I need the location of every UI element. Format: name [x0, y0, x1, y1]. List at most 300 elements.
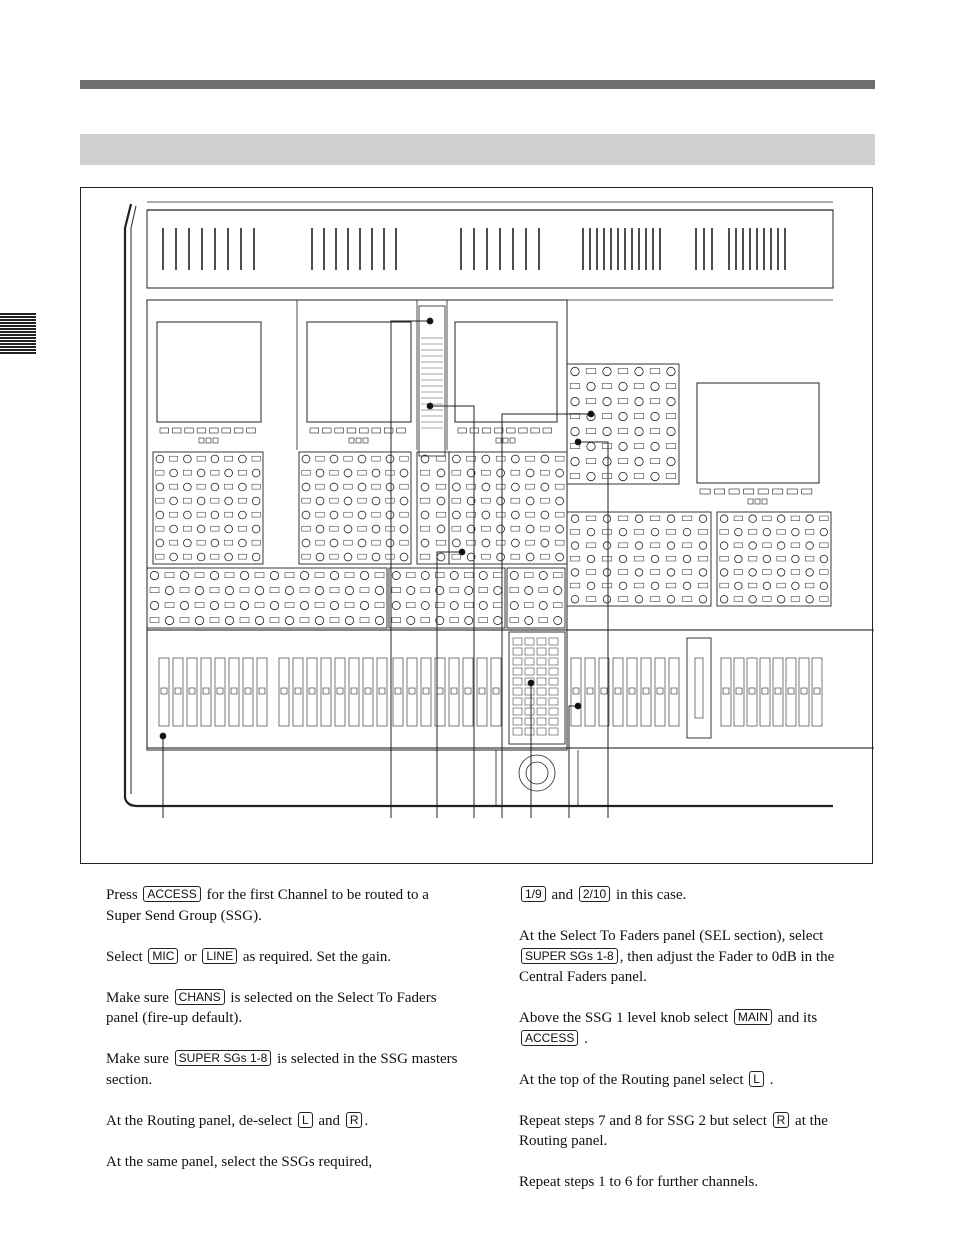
button [165, 573, 174, 578]
button [511, 498, 520, 503]
knob [302, 483, 310, 491]
button [602, 444, 612, 449]
button [358, 526, 366, 531]
knob [400, 497, 408, 505]
button [820, 570, 829, 575]
fader-strip [257, 658, 267, 726]
button [586, 597, 596, 602]
knob [635, 367, 643, 375]
knob [777, 542, 785, 550]
button [698, 583, 708, 588]
knob [699, 542, 707, 550]
knob [239, 455, 247, 463]
knob [170, 497, 178, 505]
knob [806, 569, 814, 577]
meter-strip [419, 306, 445, 456]
button [763, 543, 772, 548]
knob [792, 582, 800, 590]
knob [252, 553, 260, 561]
knob [667, 542, 675, 550]
knob [749, 515, 757, 523]
lower-knob-row-3 [507, 568, 565, 628]
step-11: Repeat steps 1 to 6 for further channels. [519, 1174, 759, 1190]
button [540, 554, 549, 559]
knob [806, 515, 814, 523]
fader-strip [449, 658, 459, 726]
button [358, 498, 366, 503]
button [650, 597, 660, 602]
button [586, 399, 596, 404]
fader-cap [657, 688, 663, 694]
knob [571, 596, 579, 604]
button [734, 570, 743, 575]
button [211, 526, 219, 531]
button [180, 618, 189, 623]
knob [571, 515, 579, 523]
button [682, 597, 692, 602]
screen-button [503, 438, 508, 443]
knob [619, 412, 627, 420]
keypad-key [549, 708, 558, 715]
knob [465, 616, 473, 624]
callout-dot [588, 411, 594, 417]
screen-button [507, 428, 515, 433]
button [805, 556, 814, 561]
button [225, 540, 233, 545]
knob [482, 539, 490, 547]
knob [372, 525, 380, 533]
button [511, 526, 520, 531]
fader-cap [189, 688, 195, 694]
button [650, 459, 660, 464]
fader-cap [217, 688, 223, 694]
knob [635, 427, 643, 435]
knob [525, 616, 533, 624]
knob [437, 497, 445, 505]
button [586, 369, 596, 374]
knob [777, 596, 785, 604]
fader-cap [231, 688, 237, 694]
fader-strip [173, 658, 183, 726]
knob [806, 542, 814, 550]
knob [180, 571, 188, 579]
knob [587, 442, 595, 450]
button [820, 516, 829, 521]
knob [603, 457, 611, 465]
fader-strip [477, 658, 487, 726]
fader-cap [573, 688, 579, 694]
knob [603, 542, 611, 550]
knob [252, 497, 260, 505]
button [734, 543, 743, 548]
knob [407, 586, 415, 594]
knob [156, 511, 164, 519]
knob [421, 511, 429, 519]
button [481, 470, 490, 475]
knob [511, 511, 519, 519]
knob [156, 455, 164, 463]
screen-button [222, 428, 231, 433]
fader-strip [799, 658, 809, 726]
button [526, 512, 535, 517]
screen-button [322, 428, 331, 433]
screen-button [172, 428, 181, 433]
fader-cap [493, 688, 499, 694]
button [555, 540, 564, 545]
knob [360, 571, 368, 579]
fader-strip [335, 658, 345, 726]
knob [330, 511, 338, 519]
button [452, 554, 461, 559]
button [650, 516, 660, 521]
screen-button [543, 428, 552, 433]
knob [699, 596, 707, 604]
knob [720, 515, 728, 523]
fader-strip [377, 658, 387, 726]
button [255, 573, 264, 578]
keypad-key [549, 698, 558, 705]
keypad-key [537, 718, 546, 725]
keypad-key [549, 668, 558, 675]
button [375, 603, 384, 608]
knob [450, 571, 458, 579]
knob [619, 382, 627, 390]
knob [497, 469, 505, 477]
button [666, 583, 676, 588]
button [570, 583, 580, 588]
keypad-key [513, 698, 522, 705]
button [300, 588, 309, 593]
button [682, 570, 692, 575]
button [170, 540, 178, 545]
button [539, 588, 548, 593]
console-illustration [81, 188, 874, 865]
fader-bay [147, 630, 874, 748]
fader-strip [641, 658, 651, 726]
super-sgs-key: SUPER SGs 1-8 [175, 1050, 272, 1066]
button [634, 556, 644, 561]
knob [210, 571, 218, 579]
button [197, 540, 205, 545]
step-8: Above the SSG 1 level knob select MAIN and its ACCESS . [519, 1010, 818, 1047]
knob [494, 616, 502, 624]
fader-cap [309, 688, 315, 694]
knob [386, 511, 394, 519]
step-2: Select MIC or LINE as required. Set the gain. [106, 948, 392, 965]
knob [556, 525, 564, 533]
fader-cap [801, 688, 807, 694]
knob [511, 539, 519, 547]
button [400, 540, 408, 545]
knob [184, 511, 192, 519]
fader-cap [723, 688, 729, 694]
button [156, 498, 164, 503]
l-key: L [749, 1071, 764, 1087]
knob [302, 455, 310, 463]
knob [437, 553, 445, 561]
button [225, 512, 233, 517]
knob [571, 542, 579, 550]
button [586, 516, 596, 521]
fader-cap [161, 688, 167, 694]
screen-button [199, 438, 204, 443]
button [496, 456, 505, 461]
fader-cap [762, 688, 768, 694]
knob [556, 469, 564, 477]
knob [806, 596, 814, 604]
button [763, 570, 772, 575]
button [238, 526, 246, 531]
fader-strip [463, 658, 473, 726]
knob [720, 569, 728, 577]
button [400, 484, 408, 489]
screen-button [519, 428, 528, 433]
knob [763, 555, 771, 563]
keypad-key [525, 668, 534, 675]
button [360, 588, 369, 593]
button [421, 618, 430, 623]
access-key: ACCESS [143, 886, 200, 902]
knob [510, 601, 518, 609]
knob [635, 397, 643, 405]
knob [619, 555, 627, 563]
button [540, 470, 549, 475]
knob [437, 525, 445, 533]
button [540, 498, 549, 503]
keypad-key [525, 718, 534, 725]
fader-strip [243, 658, 253, 726]
button [450, 618, 459, 623]
knob [330, 539, 338, 547]
knob [360, 601, 368, 609]
button [330, 588, 339, 593]
knob [541, 511, 549, 519]
screen-button [363, 438, 368, 443]
fader-strip [393, 658, 403, 726]
keypad-key [549, 688, 558, 695]
trackball [526, 762, 548, 784]
button [650, 429, 660, 434]
knob [170, 525, 178, 533]
button [240, 618, 249, 623]
button [183, 470, 191, 475]
button [406, 603, 415, 608]
keypad-key [537, 698, 546, 705]
button [634, 444, 644, 449]
knob [372, 553, 380, 561]
knob [651, 472, 659, 480]
button [666, 384, 676, 389]
knob [820, 528, 828, 536]
fader-strip [721, 658, 731, 726]
screen-button [458, 428, 467, 433]
button [666, 529, 676, 534]
knob [571, 367, 579, 375]
chapter-thumb-tab [0, 313, 36, 355]
knob [170, 553, 178, 561]
screen-button [213, 438, 218, 443]
knob [571, 457, 579, 465]
button [344, 456, 352, 461]
fader-cap [465, 688, 471, 694]
button [526, 456, 535, 461]
knob [494, 586, 502, 594]
knob [345, 586, 353, 594]
keypad-key [537, 668, 546, 675]
knob [180, 601, 188, 609]
knob [386, 455, 394, 463]
screen-button [335, 428, 344, 433]
knob [452, 455, 460, 463]
screen-button [787, 489, 797, 494]
button [777, 583, 786, 588]
knob [372, 497, 380, 505]
screen-button [482, 428, 491, 433]
callout-dot [575, 703, 581, 709]
channel-module-2 [299, 452, 411, 564]
button [183, 526, 191, 531]
l-key: L [298, 1112, 313, 1128]
knob [330, 571, 338, 579]
button [777, 556, 786, 561]
knob [497, 525, 505, 533]
screen-button [206, 438, 211, 443]
knob [156, 539, 164, 547]
super-sgs-key: SUPER SGs 1-8 [521, 948, 618, 964]
button [270, 588, 279, 593]
fader-strip [613, 658, 623, 726]
keypad-key [537, 648, 546, 655]
knob [344, 553, 352, 561]
button [602, 583, 612, 588]
keypad-key [525, 658, 534, 665]
knob [651, 528, 659, 536]
keypad-key [537, 678, 546, 685]
button [805, 583, 814, 588]
knob [667, 427, 675, 435]
lower-knob-row-1 [147, 568, 387, 628]
button [302, 526, 310, 531]
fader-strip [307, 658, 317, 726]
knob [603, 427, 611, 435]
chans-key: CHANS [175, 989, 225, 1005]
knob [225, 616, 233, 624]
fader-cap [337, 688, 343, 694]
button [698, 556, 708, 561]
knob [285, 616, 293, 624]
fader-cap [423, 688, 429, 694]
button [344, 484, 352, 489]
button [400, 456, 408, 461]
knob [344, 525, 352, 533]
screen-button [247, 428, 256, 433]
screen-button [185, 428, 194, 433]
screen-button [372, 428, 381, 433]
knob [667, 367, 675, 375]
screen-button [729, 489, 739, 494]
button [386, 526, 394, 531]
knob [735, 528, 743, 536]
button [386, 470, 394, 475]
fader-strip [585, 658, 595, 726]
button [820, 597, 829, 602]
callout-line [391, 321, 427, 806]
knob [667, 457, 675, 465]
screen-button [773, 489, 783, 494]
knob [330, 455, 338, 463]
button [748, 529, 757, 534]
knob [400, 525, 408, 533]
button [302, 470, 310, 475]
button [618, 516, 628, 521]
button [586, 570, 596, 575]
fader-strip [760, 658, 770, 726]
knob [651, 442, 659, 450]
knob [211, 539, 219, 547]
knob [211, 455, 219, 463]
knob [763, 528, 771, 536]
button [211, 554, 219, 559]
fader-strip [407, 658, 417, 726]
fader-cap [379, 688, 385, 694]
screen-button [197, 428, 206, 433]
knob [735, 582, 743, 590]
fader-cap [451, 688, 457, 694]
screen-button [160, 428, 169, 433]
screen-left [157, 322, 261, 422]
knob [667, 596, 675, 604]
keypad-key [513, 638, 522, 645]
knob [452, 483, 460, 491]
button [360, 618, 369, 623]
knob [526, 553, 534, 561]
button [195, 603, 204, 608]
screen-button [496, 438, 501, 443]
button [524, 603, 533, 608]
fader-cap [259, 688, 265, 694]
keypad-key [513, 668, 522, 675]
knob [344, 469, 352, 477]
fader-cap [629, 688, 635, 694]
screen-mid [307, 322, 411, 422]
routing-column [417, 452, 449, 564]
screen-button [210, 428, 219, 433]
keypad-key [537, 708, 546, 715]
button [316, 512, 324, 517]
knob [554, 616, 562, 624]
button [634, 529, 644, 534]
button [358, 554, 366, 559]
fader-strip [215, 658, 225, 726]
button [344, 512, 352, 517]
knob [358, 455, 366, 463]
button [650, 369, 660, 374]
upper-section [147, 300, 567, 750]
button [270, 618, 279, 623]
button [225, 456, 233, 461]
button [481, 526, 490, 531]
knob [526, 497, 534, 505]
button [316, 456, 324, 461]
button [386, 498, 394, 503]
step-4: Make sure SUPER SGs 1-8 is selected in the SSG masters section. [106, 1051, 458, 1088]
button [183, 554, 191, 559]
button [666, 474, 676, 479]
button [602, 474, 612, 479]
knob [635, 515, 643, 523]
button [586, 459, 596, 464]
knob [421, 571, 429, 579]
